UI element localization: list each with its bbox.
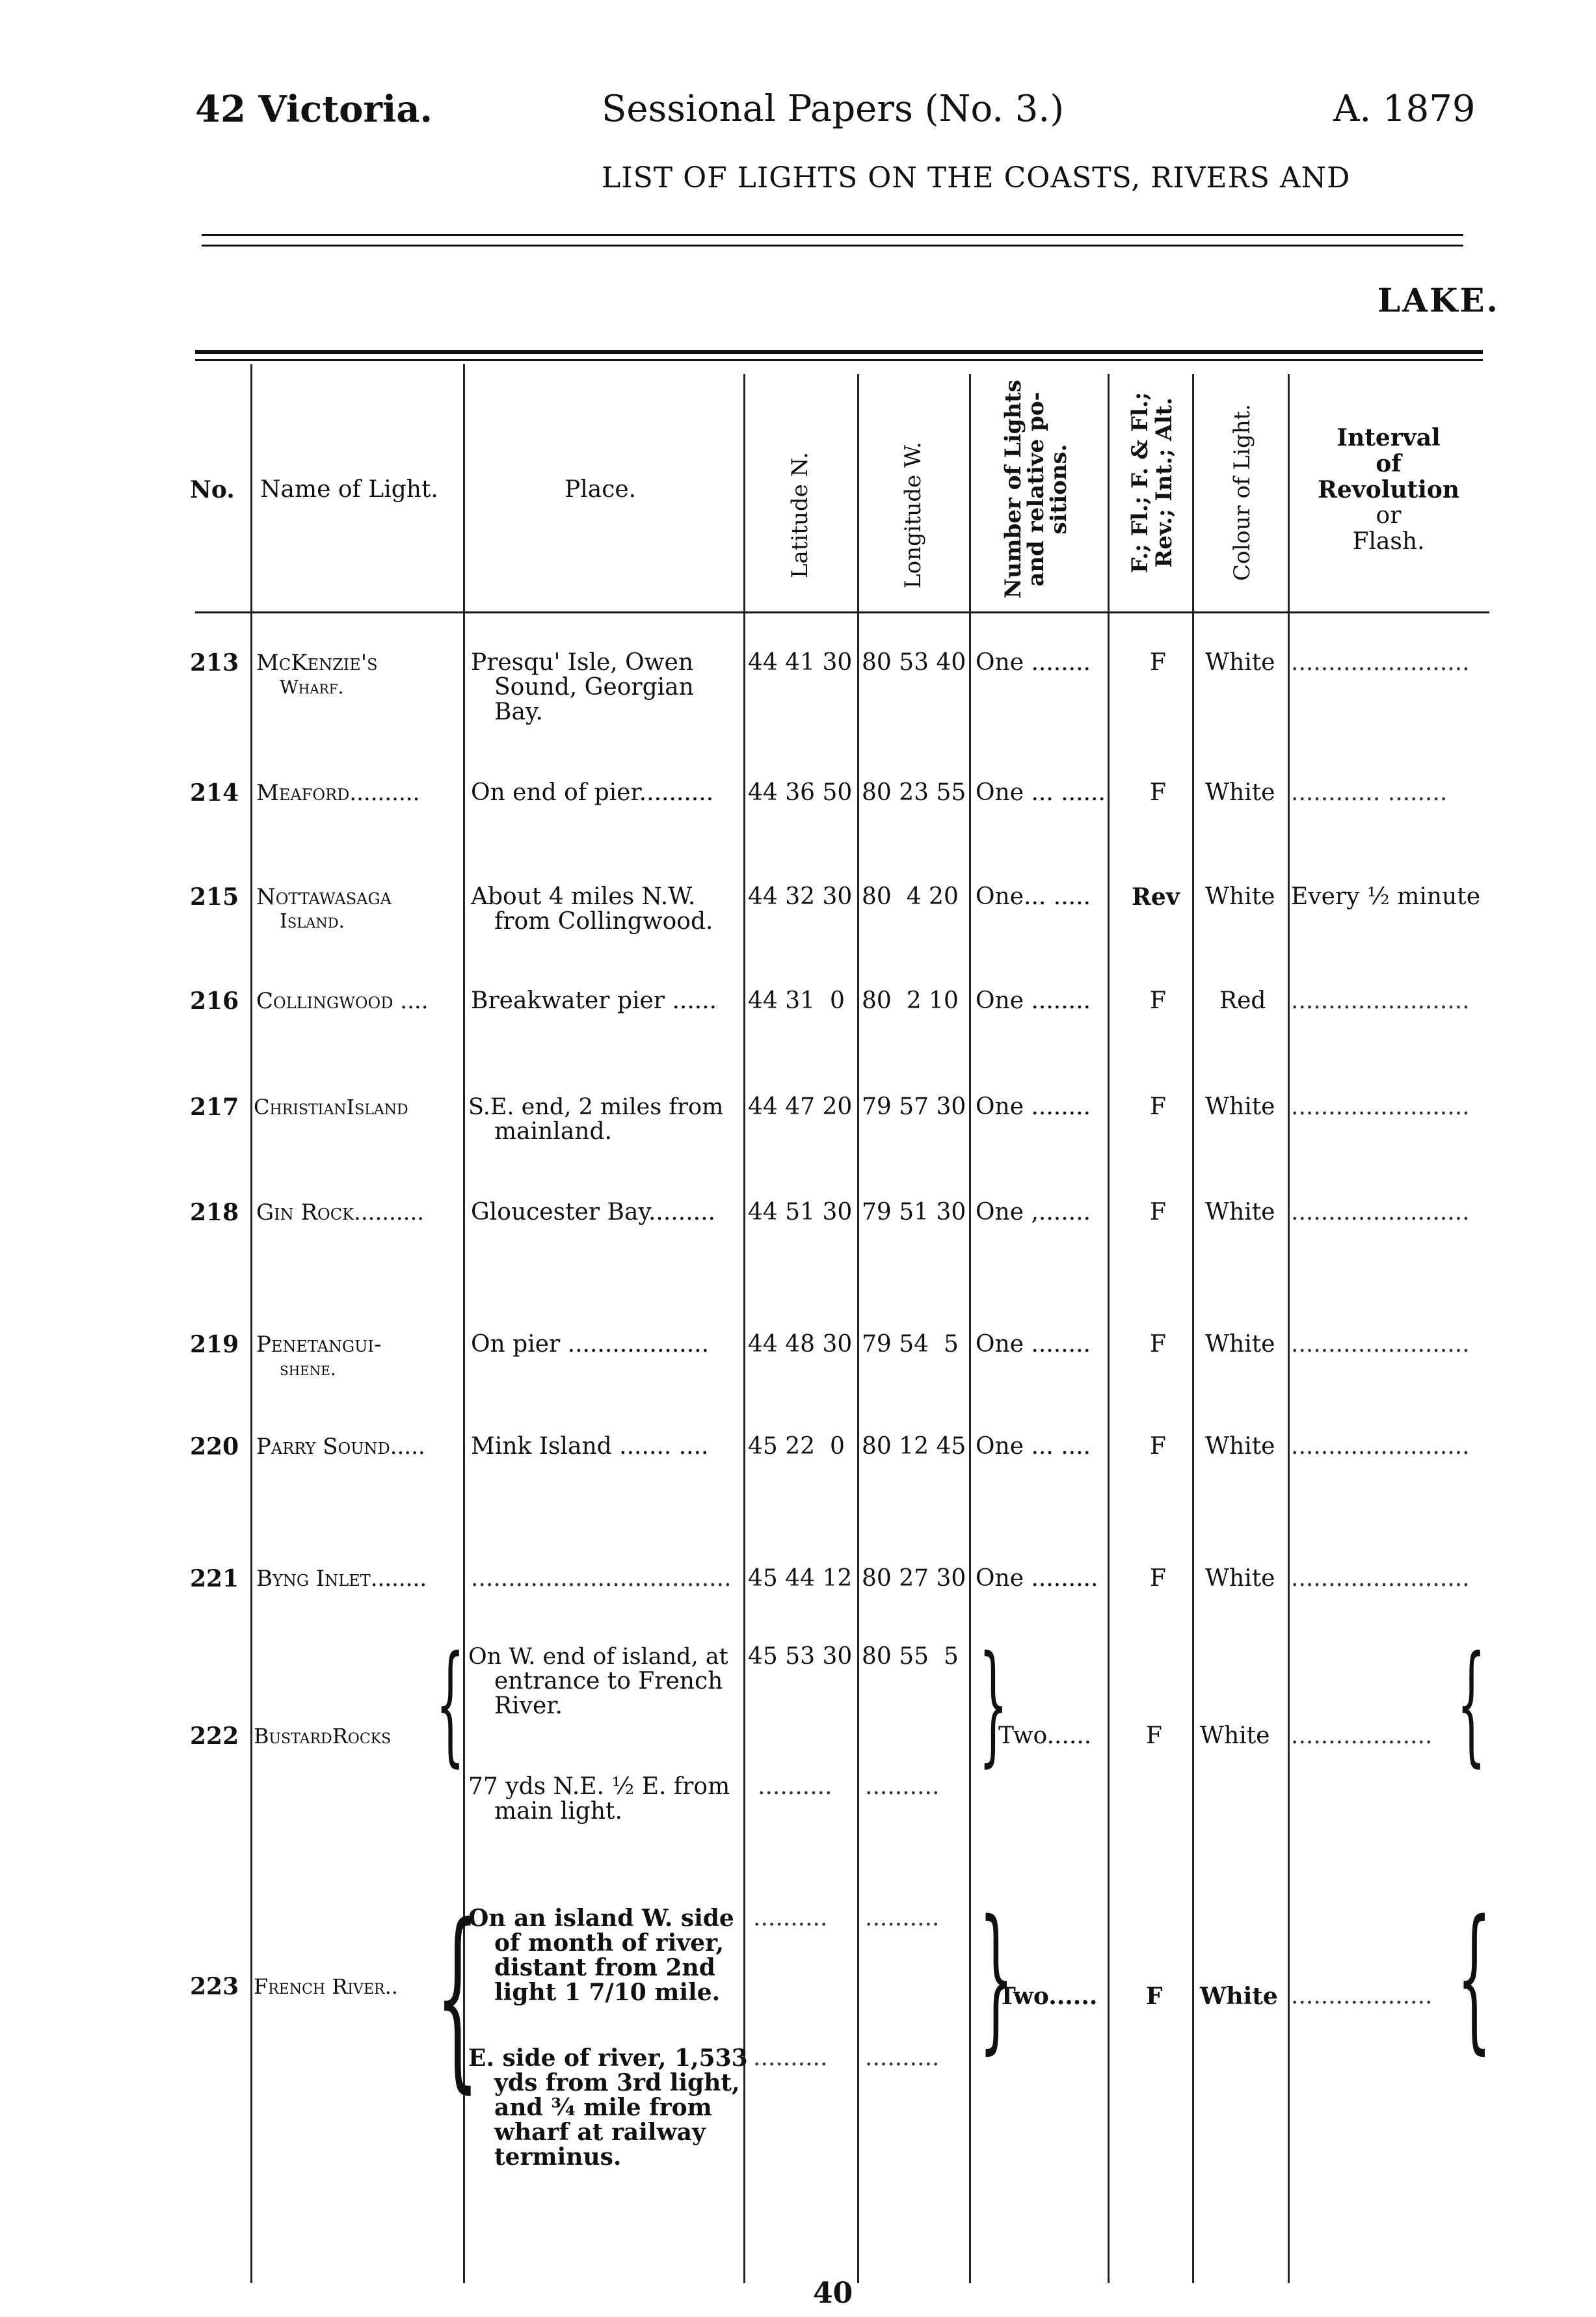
row-222-place-a: On W. end of island, at [468, 1644, 728, 1670]
row-223-place-b-cont2: and ¾ mile from [494, 2094, 712, 2121]
row-218-number: One ,....... [976, 1199, 1091, 1225]
row-218-no: 218 [190, 1199, 239, 1226]
row-221-no: 221 [190, 1565, 239, 1592]
col-divider-number [969, 374, 971, 2283]
table-top-rule-1 [195, 350, 1483, 354]
row-215-number: One... ..... [976, 883, 1091, 910]
row-223-place-a-cont3: light 1 7/10 mile. [494, 1979, 721, 2006]
row-216-number: One ........ [976, 987, 1091, 1014]
row-220-no: 220 [190, 1433, 239, 1460]
row-223-place-a: On an island W. side [468, 1905, 734, 1932]
row-217-place: S.E. end, 2 miles from [468, 1094, 724, 1120]
row-214-character: F [1150, 779, 1166, 806]
col-header-place: Place. [565, 476, 637, 503]
session-number: 42 Victoria. [195, 88, 433, 131]
row-215-longitude: 80 4 20 [862, 883, 959, 910]
row-213-place-cont2: Bay. [494, 699, 543, 725]
row-222-colour: White [1200, 1722, 1270, 1749]
table-top-rule-2 [195, 359, 1483, 361]
row-222-longitude-b: .......... [865, 1773, 940, 1800]
header-double-rule-bottom [202, 245, 1463, 247]
row-223-character: F [1146, 1983, 1163, 2010]
row-219-interval: ........................ [1291, 1331, 1470, 1358]
row-222-name: BustardRocks [254, 1724, 392, 1748]
row-213-latitude: 44 41 30 [748, 649, 853, 676]
row-220-character: F [1150, 1433, 1166, 1460]
row-214-no: 214 [190, 779, 239, 807]
row-219-character: F [1150, 1331, 1166, 1358]
row-220-latitude: 45 22 0 [748, 1433, 845, 1460]
col-divider-name [250, 364, 252, 2283]
col-divider-lat [743, 374, 745, 2283]
row-223-number: Two...... [998, 1983, 1098, 2010]
col-divider-colour [1192, 374, 1194, 2283]
row-213-character: F [1150, 649, 1166, 676]
row-216-colour: Red [1219, 987, 1266, 1014]
row-215-latitude: 44 32 30 [748, 883, 853, 910]
row-223-latitude-b: .......... [753, 2044, 828, 2071]
row-217-name: ChristianIsland [254, 1095, 408, 1119]
row-216-interval: ........................ [1291, 987, 1470, 1014]
row-222-character: F [1146, 1722, 1162, 1749]
row-223-place-b-cont4: terminus. [494, 2143, 622, 2171]
row-219-colour: White [1205, 1331, 1275, 1358]
section-heading: LAKE. [1377, 281, 1500, 319]
row-218-colour: White [1205, 1199, 1275, 1225]
row-223-place-b-cont3: wharf at railway [494, 2119, 706, 2146]
col-header-character-line2: Rev.; Int.; Alt. [1151, 397, 1177, 568]
header-double-rule-top [202, 234, 1463, 236]
row-217-character: F [1150, 1093, 1166, 1120]
row-214-latitude: 44 36 50 [748, 779, 853, 806]
row-223-name: French River.. [254, 1974, 398, 1999]
row-216-no: 216 [190, 987, 239, 1015]
row-213-colour: White [1205, 649, 1275, 676]
row-223-longitude-b: .......... [865, 2044, 940, 2071]
col-header-number-line2: and relative po- [1023, 392, 1049, 587]
row-217-latitude: 44 47 20 [748, 1093, 853, 1120]
row-222-number: Two...... [998, 1722, 1092, 1749]
row-218-place: Gloucester Bay......... [471, 1199, 715, 1225]
col-divider-lon [857, 374, 859, 2283]
row-217-interval: ........................ [1291, 1093, 1470, 1120]
row-221-place: ................................... [471, 1565, 732, 1592]
row-223-number-brace: } [979, 1886, 1014, 2069]
row-213-name: McKenzie's [256, 650, 378, 676]
row-221-longitude: 80 27 30 [862, 1565, 966, 1592]
row-223-interval: ................... [1291, 1983, 1433, 2009]
row-223-place-b-cont: yds from 3rd light, [494, 2069, 740, 2096]
row-219-latitude: 44 48 30 [748, 1331, 853, 1358]
row-214-colour: White [1205, 779, 1275, 806]
row-223-no: 223 [190, 1973, 239, 2000]
row-213-place-cont: Sound, Georgian [494, 674, 694, 701]
row-216-character: F [1150, 987, 1166, 1014]
row-220-number: One ... .... [976, 1433, 1091, 1460]
row-218-latitude: 44 51 30 [748, 1199, 853, 1225]
row-223-place-a-cont2: distant from 2nd [494, 1954, 715, 1981]
row-222-latitude-b: .......... [758, 1773, 832, 1800]
col-header-number-line1: Number of Lights [1000, 379, 1026, 599]
row-223-longitude-a: .......... [865, 1905, 940, 1931]
row-220-colour: White [1205, 1433, 1275, 1460]
col-header-colour: Colour of Light. [1229, 403, 1255, 582]
row-215-name-cont: Island. [280, 910, 345, 933]
row-213-place: Presqu' Isle, Owen [471, 649, 693, 676]
row-221-character: F [1150, 1565, 1166, 1592]
col-header-latitude: Latitude N. [787, 451, 813, 579]
row-223-name-brace: { [436, 1883, 479, 2110]
row-219-no: 219 [190, 1331, 239, 1358]
row-216-name: Collingwood .... [256, 988, 429, 1014]
row-219-number: One ........ [976, 1331, 1091, 1358]
row-214-interval: ............ ........ [1291, 779, 1448, 806]
row-221-colour: White [1205, 1565, 1275, 1592]
col-header-character-line1: F.; Fl.; F. & Fl.; [1127, 392, 1153, 574]
row-223-colour: White [1200, 1983, 1278, 2010]
row-213-longitude: 80 53 40 [862, 649, 966, 676]
row-222-interval-brace: { [1457, 1628, 1486, 1780]
row-218-name: Gin Rock.......... [256, 1199, 425, 1225]
row-223-interval-brace: { [1457, 1886, 1492, 2069]
col-header-interval-line5: Flash. [1352, 528, 1425, 555]
row-222-longitude-a: 80 55 5 [862, 1643, 959, 1670]
col-header-interval-line4: or [1376, 502, 1402, 529]
row-222-interval: ................... [1291, 1722, 1433, 1749]
row-215-interval: Every ½ minute [1291, 883, 1481, 910]
col-header-longitude: Longitude W. [900, 442, 926, 589]
col-header-number-line3: sitions. [1046, 444, 1072, 535]
row-215-no: 215 [190, 883, 239, 911]
row-218-interval: ........................ [1291, 1199, 1470, 1225]
row-215-character: Rev [1132, 883, 1180, 911]
row-217-colour: White [1205, 1093, 1275, 1120]
row-222-place-b-cont: main light. [494, 1798, 622, 1825]
row-222-number-brace: } [979, 1628, 1008, 1780]
row-222-place-b: 77 yds N.E. ½ E. from [468, 1773, 730, 1800]
row-219-name-cont: shene. [280, 1358, 336, 1380]
row-216-latitude: 44 31 0 [748, 987, 845, 1014]
row-217-number: One ........ [976, 1093, 1091, 1120]
row-223-latitude-a: .......... [753, 1905, 828, 1931]
row-222-name-brace: { [436, 1628, 465, 1780]
col-header-interval-line3: Revolution [1317, 476, 1460, 503]
col-divider-interval [1288, 374, 1290, 2283]
row-220-place: Mink Island ....... .... [471, 1433, 709, 1460]
row-222-latitude-a: 45 53 30 [748, 1643, 853, 1670]
row-214-name: Meaford.......... [256, 780, 420, 806]
row-222-no: 222 [190, 1722, 239, 1750]
row-223-place-b: E. side of river, 1,533 [468, 2044, 748, 2072]
col-header-no: No. [190, 476, 235, 503]
col-divider-char [1108, 374, 1110, 2283]
row-221-number: One ......... [976, 1565, 1098, 1592]
row-221-name: Byng Inlet........ [256, 1566, 427, 1592]
document-subtitle: LIST OF LIGHTS ON THE COASTS, RIVERS AND [602, 161, 1351, 194]
row-214-place: On end of pier.......... [471, 779, 714, 806]
row-222-place-a-cont2: River. [494, 1693, 563, 1719]
row-223-place-a-cont: of month of river, [494, 1929, 725, 1957]
row-213-number: One ........ [976, 649, 1091, 676]
row-219-name: Penetangui- [256, 1332, 382, 1358]
row-220-interval: ........................ [1291, 1433, 1470, 1460]
row-219-place: On pier ................... [471, 1331, 710, 1358]
row-218-longitude: 79 51 30 [862, 1199, 966, 1225]
row-213-name-cont: Wharf. [280, 676, 344, 698]
row-217-place-cont: mainland. [494, 1118, 612, 1145]
row-215-colour: White [1205, 883, 1275, 910]
row-215-name: Nottawasaga [256, 884, 392, 910]
row-222-place-a-cont: entrance to French [494, 1668, 723, 1694]
row-215-place: About 4 miles N.W. [471, 883, 696, 910]
row-219-longitude: 79 54 5 [862, 1331, 959, 1358]
page-number: 40 [813, 2277, 853, 2310]
row-221-latitude: 45 44 12 [748, 1565, 853, 1592]
row-214-number: One ... ...... [976, 779, 1106, 806]
sessional-papers-title: Sessional Papers (No. 3.) [602, 88, 1065, 130]
row-221-interval: ........................ [1291, 1565, 1470, 1592]
row-213-interval: ........................ [1291, 649, 1470, 676]
col-header-interval-line2: of [1376, 450, 1402, 477]
row-216-longitude: 80 2 10 [862, 987, 959, 1014]
column-header-bottom-rule [195, 611, 1489, 613]
row-213-no: 213 [190, 649, 239, 676]
row-218-character: F [1150, 1199, 1166, 1225]
row-215-place-cont: from Collingwood. [494, 908, 713, 935]
row-217-longitude: 79 57 30 [862, 1093, 966, 1120]
row-214-longitude: 80 23 55 [862, 779, 966, 806]
col-header-interval-line1: Interval [1337, 424, 1441, 451]
col-header-name: Name of Light. [260, 476, 438, 503]
row-220-longitude: 80 12 45 [862, 1433, 966, 1460]
row-217-no: 217 [190, 1093, 239, 1121]
row-216-place: Breakwater pier ...... [471, 987, 717, 1014]
year-label: A. 1879 [1333, 88, 1476, 130]
row-220-name: Parry Sound..... [256, 1434, 425, 1460]
